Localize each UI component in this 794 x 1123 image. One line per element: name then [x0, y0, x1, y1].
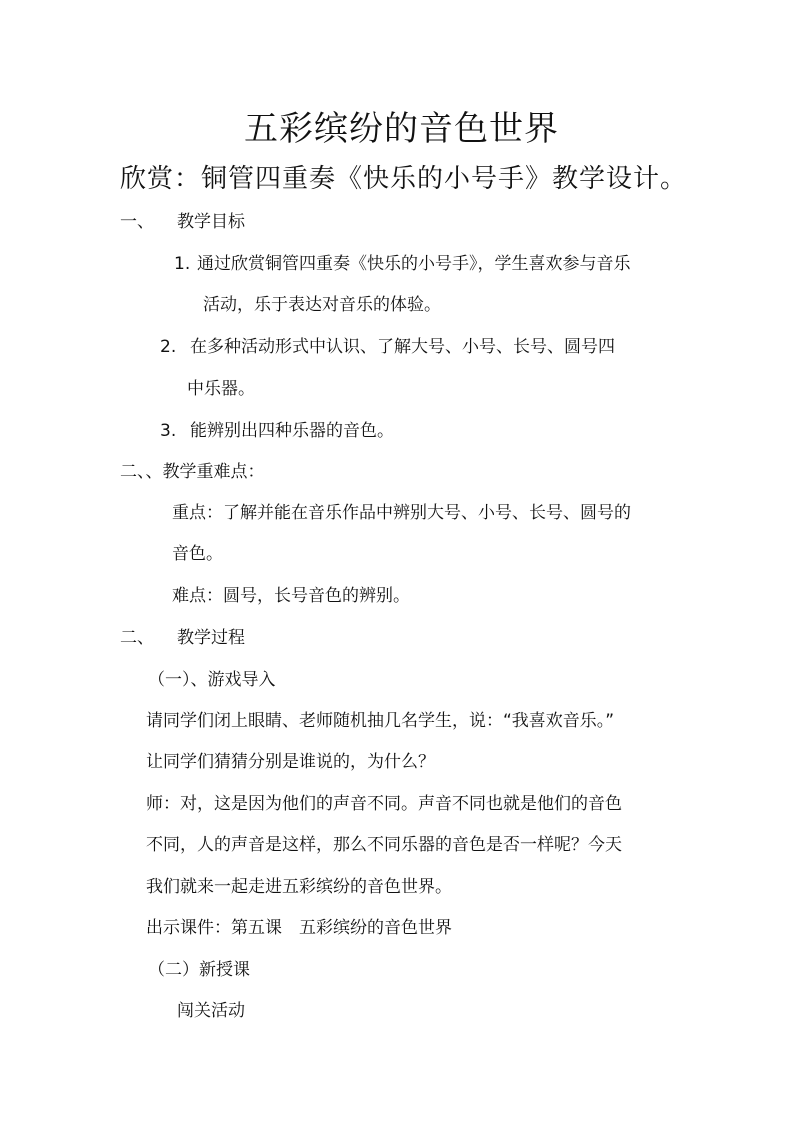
paragraph-2-line-2: 不同，人的声音是这样，那么不同乐器的音色是否一样呢？今天	[146, 835, 622, 855]
goal-3-line-1: 能辨别出四种乐器的音色。	[190, 421, 394, 441]
paragraph-2-line-1: 师：对，这是因为他们的声音不同。声音不同也就是他们的音色	[146, 794, 622, 814]
document-subtitle: 欣赏：铜管四重奏《快乐的小号手》教学设计。	[120, 164, 688, 194]
courseware-line: 出示课件：第五课 五彩缤纷的音色世界	[146, 918, 452, 938]
goal-2-number: 2.	[160, 337, 177, 357]
section-2-heading: 二、、教学重难点：	[120, 462, 265, 482]
section-1-heading: 教学目标	[177, 212, 245, 232]
document-title: 五彩缤纷的音色世界	[244, 109, 559, 149]
section-3-marker: 二、	[120, 628, 154, 648]
goal-2-line-2: 中乐器。	[187, 379, 255, 399]
goal-1-number: 1.	[174, 254, 191, 274]
paragraph-1-line-1: 请同学们闭上眼睛、老师随机抽几名学生，说：“我喜欢音乐。”	[146, 711, 615, 731]
key-point-line-2: 音色。	[172, 544, 223, 564]
paragraph-2-line-3: 我们就来一起走进五彩缤纷的音色世界。	[146, 877, 452, 897]
difficulty-point: 难点：圆号，长号音色的辨别。	[172, 586, 410, 606]
section-1-marker: 一、	[120, 212, 154, 232]
key-point-line-1: 重点：了解并能在音乐作品中辨别大号、小号、长号、圆号的	[172, 503, 631, 523]
goal-2-line-1: 在多种活动形式中认识、了解大号、小号、长号、圆号四	[190, 337, 615, 357]
paragraph-1-line-2: 让同学们猜猜分别是谁说的，为什么？	[146, 752, 435, 772]
goal-1-line-2: 活动，乐于表达对音乐的体验。	[203, 295, 441, 315]
section-3-heading: 教学过程	[177, 628, 245, 648]
activity-line: 闯关活动	[177, 1001, 245, 1021]
goal-1-line-1: 通过欣赏铜管四重奏《快乐的小号手》，学生喜欢参与音乐	[197, 254, 631, 274]
part-1-heading: （一）、游戏导入	[148, 670, 276, 690]
goal-3-number: 3.	[160, 421, 177, 441]
part-2-heading: （二）新授课	[148, 960, 250, 980]
